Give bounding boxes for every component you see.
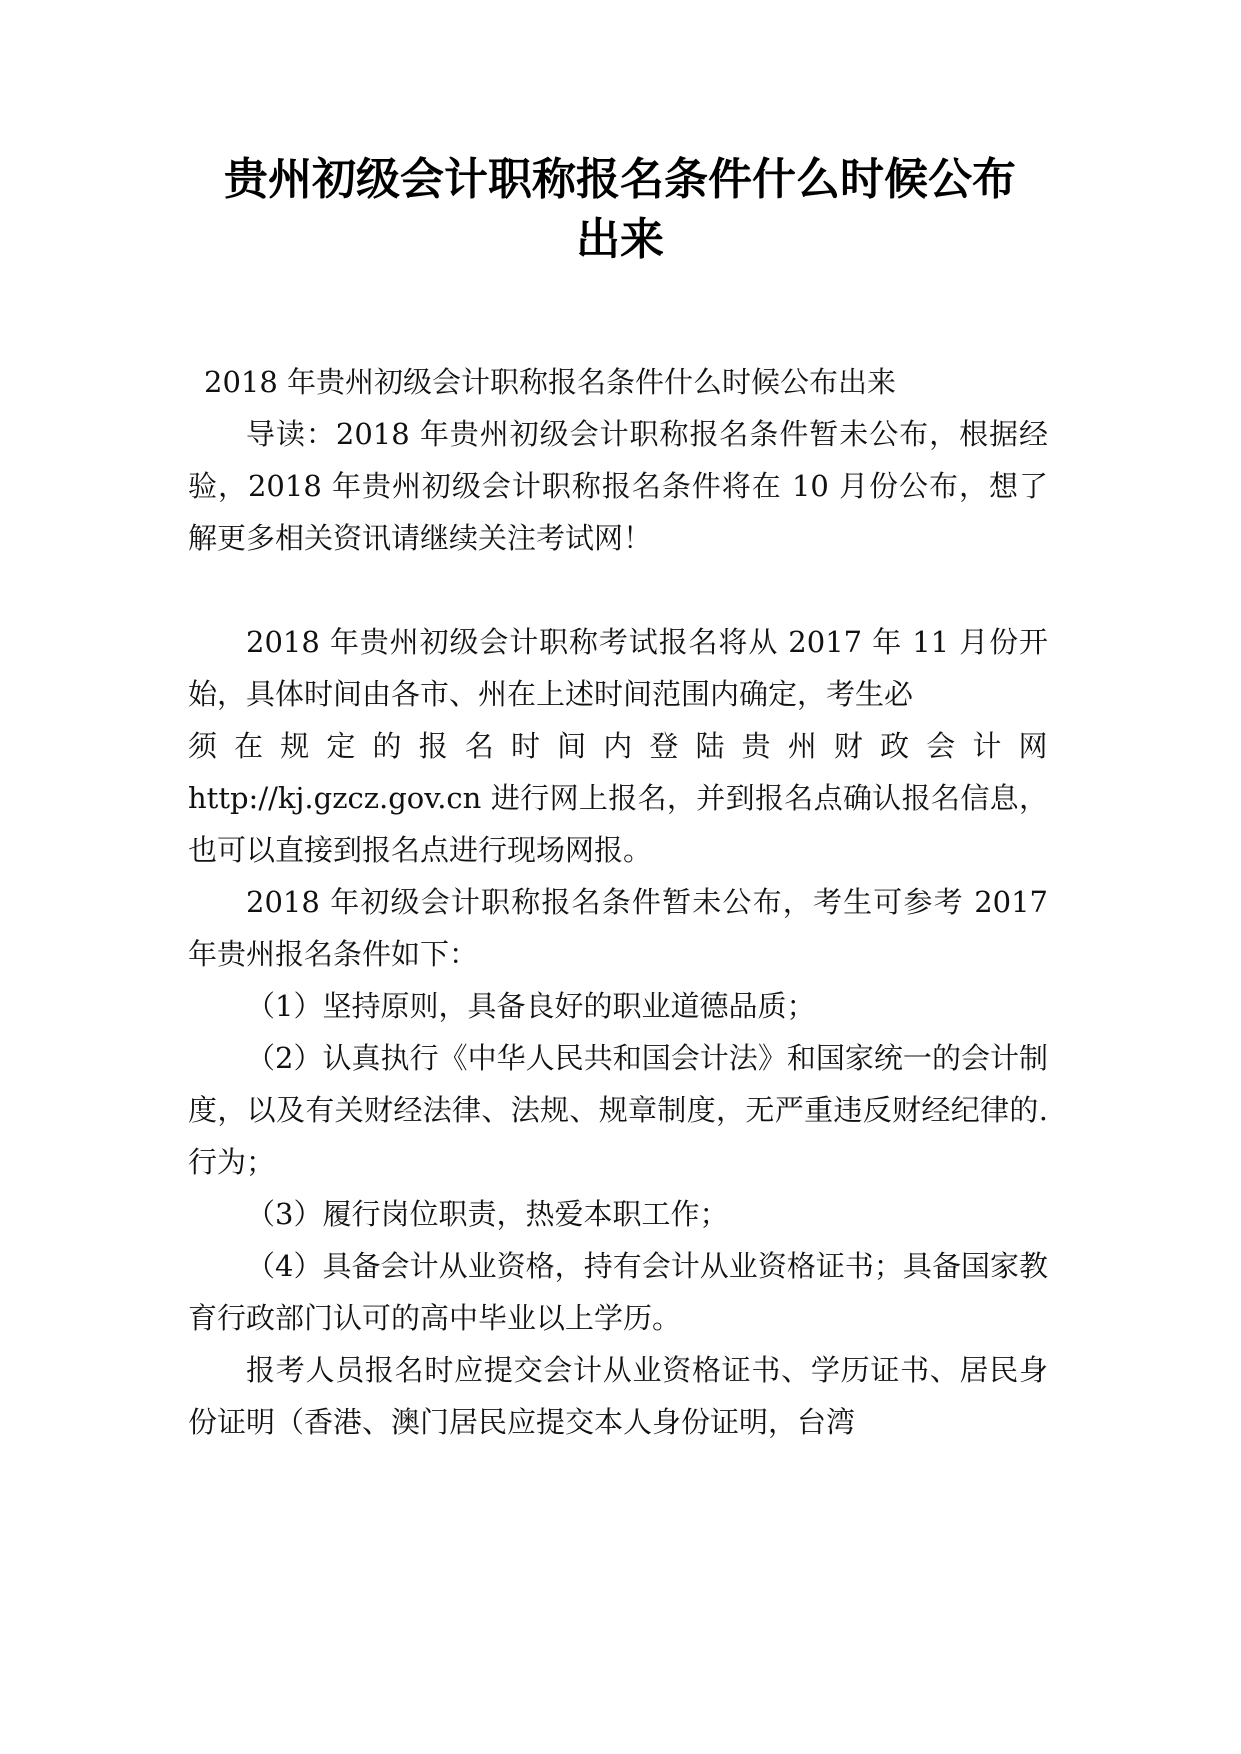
intro-paragraph: 导读：2018 年贵州初级会计职称报名条件暂未公布，根据经验，2018 年贵州初级会计职称报名条件将在 10 月份公布，想了解更多相关资讯请继续关注考试网！: [188, 417, 1048, 555]
submission-paragraph: 报考人员报名时应提交会计从业资格证书、学历证书、居民身份证明（香港、澳门居民应提交本人身份证明，台湾: [188, 1353, 1048, 1439]
paragraph-gap: [188, 564, 1048, 616]
title-line-2: 出来: [576, 214, 664, 265]
document-body: [188, 356, 1048, 1448]
condition-item-2: （2）认真执行《中华人民共和国会计法》和国家统一的会计制度，以及有关财经法律、法规、规章制度，无严重违反财经纪律的.行为；: [188, 1041, 1048, 1179]
title-line-1: 贵州初级会计职称报名条件什么时候公布: [224, 154, 1016, 205]
registration-paragraph-part-1: 2018 年贵州初级会计职称考试报名将从 2017 年 11 月份开始，具体时间由各市、州在上述时间范围内确定，考生必: [188, 625, 1048, 711]
document-subtitle: 2018 年贵州初级会计职称报名条件什么时候公布出来: [204, 365, 897, 399]
registration-paragraph-part-3: http://kj.gzcz.gov.cn 进行网上报名，并到报名点确认报名信息，也可以直接到报名点进行现场网报。: [188, 781, 1048, 867]
condition-item-4: （4）具备会计从业资格，持有会计从业资格证书；具备国家教育行政部门认可的高中毕业以上学历。: [188, 1249, 1048, 1335]
condition-item-3: （3）履行岗位职责，热爱本职工作；: [246, 1197, 729, 1231]
conditions-intro-paragraph: 2018 年初级会计职称报名条件暂未公布，考生可参考 2017 年贵州报名条件如下：: [188, 885, 1048, 971]
document-title: [170, 150, 1070, 270]
condition-item-1: （1）坚持原则，具备良好的职业道德品质；: [246, 989, 816, 1023]
registration-paragraph-part-2: 须在规定的报名时间内登陆贵州财政会计网: [188, 729, 1048, 763]
